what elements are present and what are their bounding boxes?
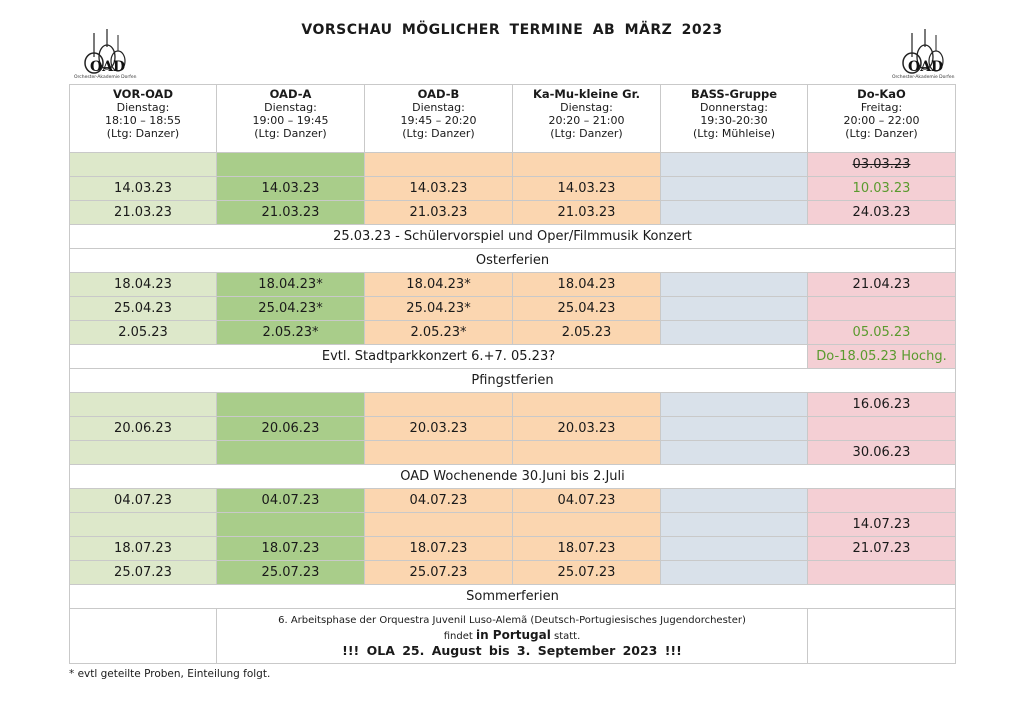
date-cell: 25.07.23	[513, 561, 661, 585]
oad-logo-right	[892, 27, 955, 87]
date-cell	[217, 513, 365, 537]
date-cell: 04.07.23	[513, 489, 661, 513]
svg-text:OAD: OAD	[908, 59, 944, 75]
date-cell	[661, 321, 808, 345]
date-cell: 20.03.23	[365, 417, 513, 441]
table-row	[70, 417, 956, 441]
date-cell: 05.05.23	[808, 321, 956, 345]
date-cell	[365, 393, 513, 417]
date-cell	[513, 441, 661, 465]
date-cell: 20.06.23	[217, 417, 365, 441]
table-row	[70, 489, 956, 513]
ola-line-3: !!! OLA 25. August bis 3. September 2023 !!!	[342, 643, 682, 658]
date-cell: 25.04.23	[513, 297, 661, 321]
date-cell: 25.04.23	[70, 297, 217, 321]
date-cell: 2.05.23*	[365, 321, 513, 345]
date-cell: 2.05.23	[513, 321, 661, 345]
empty-cell	[808, 609, 956, 664]
date-cell: 04.07.23	[70, 489, 217, 513]
concert-banner: 25.03.23 - Schülervorspiel und Oper/Filmmusik Konzert	[70, 225, 956, 249]
date-cell	[661, 297, 808, 321]
orchestra-logo-icon	[74, 27, 130, 75]
date-cell: 18.07.23	[365, 537, 513, 561]
date-cell	[808, 417, 956, 441]
wochenende-banner: OAD Wochenende 30.Juni bis 2.Juli	[70, 465, 956, 489]
logo-caption: Orchester-Akademie Dorfen	[892, 75, 955, 80]
date-cell	[70, 441, 217, 465]
cancelled-date-cell: 03.03.23	[808, 153, 956, 177]
date-cell	[217, 153, 365, 177]
column-header: OAD-B Dienstag: 19:45 – 20:20 (Ltg: Danzer)	[365, 85, 513, 153]
column-header: BASS-Gruppe Donnerstag: 19:30-20:30 (Ltg: Mühleise)	[661, 85, 808, 153]
banner-row	[70, 249, 956, 273]
date-cell	[661, 393, 808, 417]
date-cell: 20.06.23	[70, 417, 217, 441]
date-cell	[217, 441, 365, 465]
table-row	[70, 321, 956, 345]
date-cell: 21.03.23	[70, 201, 217, 225]
date-cell	[808, 297, 956, 321]
column-header: Do-KaO Freitag: 20:00 – 22:00 (Ltg: Danzer)	[808, 85, 956, 153]
table-row	[70, 177, 956, 201]
oad-logo-left	[74, 27, 137, 87]
table-row	[70, 393, 956, 417]
ola-line-1: 6. Arbeitsphase der Orquestra Juvenil Luso-Alemã (Deutsch-Portugiesisches Jugendorchester)	[278, 615, 746, 626]
empty-cell	[70, 609, 217, 664]
date-cell: 25.07.23	[217, 561, 365, 585]
date-cell	[217, 393, 365, 417]
column-header: VOR-OAD Dienstag: 18:10 – 18:55 (Ltg: Danzer)	[70, 85, 217, 153]
date-cell	[661, 489, 808, 513]
date-cell	[513, 513, 661, 537]
date-cell	[661, 417, 808, 441]
table-row	[70, 441, 956, 465]
date-cell	[70, 153, 217, 177]
date-cell: 25.07.23	[365, 561, 513, 585]
date-cell	[365, 441, 513, 465]
banner-row	[70, 465, 956, 489]
date-cell: 14.07.23	[808, 513, 956, 537]
date-cell: 21.07.23	[808, 537, 956, 561]
date-cell	[661, 273, 808, 297]
date-cell: 18.07.23	[513, 537, 661, 561]
date-cell: 25.04.23*	[217, 297, 365, 321]
final-row	[70, 609, 956, 664]
date-cell: 14.03.23	[70, 177, 217, 201]
date-cell: 18.04.23*	[365, 273, 513, 297]
header-row	[70, 85, 956, 153]
table-row	[70, 273, 956, 297]
date-cell: 18.04.23*	[217, 273, 365, 297]
hochg-cell: Do-18.05.23 Hochg.	[808, 345, 956, 369]
stadtpark-banner: Evtl. Stadtparkkonzert 6.+7. 05.23?	[70, 345, 808, 369]
page-title: VORSCHAU MÖGLICHER TERMINE AB MÄRZ 2023	[301, 22, 723, 38]
date-cell: 04.07.23	[365, 489, 513, 513]
date-cell: 21.03.23	[513, 201, 661, 225]
table-row	[70, 537, 956, 561]
table-row	[70, 297, 956, 321]
column-header: Ka-Mu-kleine Gr. Dienstag: 20:20 – 21:00 (Ltg: Danzer)	[513, 85, 661, 153]
date-cell: 24.03.23	[808, 201, 956, 225]
date-cell: 18.04.23	[513, 273, 661, 297]
date-cell: 20.03.23	[513, 417, 661, 441]
date-cell: 21.04.23	[808, 273, 956, 297]
date-cell	[808, 561, 956, 585]
date-cell	[661, 153, 808, 177]
date-cell	[365, 513, 513, 537]
sommerferien-banner: Sommerferien	[70, 585, 956, 609]
ola-line-2: findet in Portugal statt.	[443, 628, 581, 642]
banner-row	[70, 369, 956, 393]
column-header: OAD-A Dienstag: 19:00 – 19:45 (Ltg: Danzer)	[217, 85, 365, 153]
date-cell: 2.05.23	[70, 321, 217, 345]
schedule-table	[69, 84, 956, 664]
date-cell	[70, 393, 217, 417]
svg-text:OAD: OAD	[90, 59, 126, 75]
date-cell	[513, 153, 661, 177]
table-row	[70, 153, 956, 177]
date-cell: 10.03.23	[808, 177, 956, 201]
date-cell: 14.03.23	[217, 177, 365, 201]
banner-row	[70, 225, 956, 249]
orchestra-logo-icon	[892, 27, 948, 75]
banner-row	[70, 345, 956, 369]
date-cell	[513, 393, 661, 417]
date-cell: 14.03.23	[365, 177, 513, 201]
osterferien-banner: Osterferien	[70, 249, 956, 273]
date-cell: 18.07.23	[70, 537, 217, 561]
date-cell	[661, 201, 808, 225]
table-row	[70, 201, 956, 225]
table-row	[70, 561, 956, 585]
date-cell: 21.03.23	[217, 201, 365, 225]
date-cell: 18.04.23	[70, 273, 217, 297]
date-cell	[661, 177, 808, 201]
date-cell: 2.05.23*	[217, 321, 365, 345]
date-cell	[365, 153, 513, 177]
date-cell: 21.03.23	[365, 201, 513, 225]
date-cell: 14.03.23	[513, 177, 661, 201]
date-cell	[661, 561, 808, 585]
ola-announcement	[217, 609, 808, 664]
pfingstferien-banner: Pfingstferien	[70, 369, 956, 393]
banner-row	[70, 585, 956, 609]
date-cell	[661, 441, 808, 465]
date-cell: 25.07.23	[70, 561, 217, 585]
date-cell: 04.07.23	[217, 489, 365, 513]
date-cell	[661, 537, 808, 561]
date-cell	[70, 513, 217, 537]
date-cell	[808, 489, 956, 513]
logo-caption: Orchester-Akademie Dorfen	[74, 75, 137, 80]
date-cell: 18.07.23	[217, 537, 365, 561]
table-row	[70, 513, 956, 537]
date-cell: 25.04.23*	[365, 297, 513, 321]
date-cell: 30.06.23	[808, 441, 956, 465]
footnote: * evtl geteilte Proben, Einteilung folgt.	[69, 668, 271, 680]
date-cell: 16.06.23	[808, 393, 956, 417]
date-cell	[661, 513, 808, 537]
